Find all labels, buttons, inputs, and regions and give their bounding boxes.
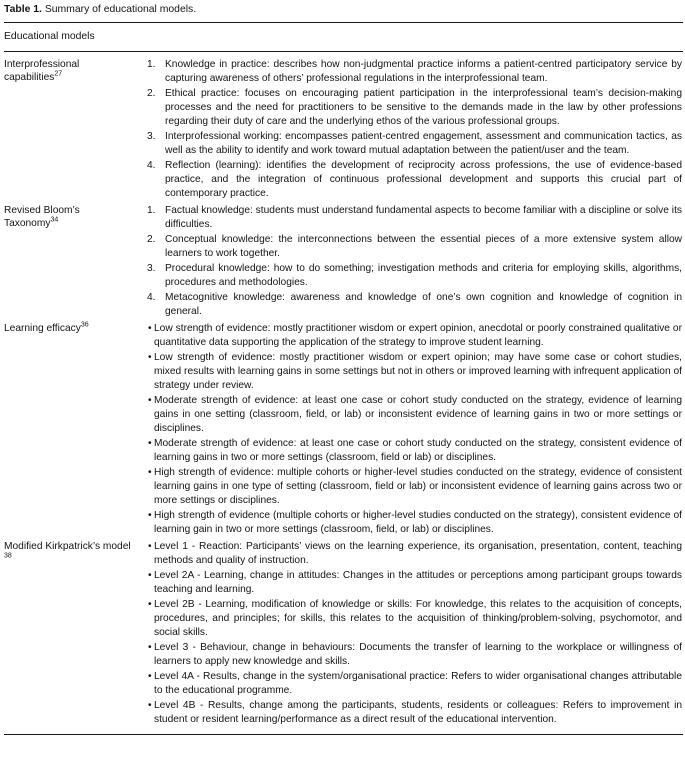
bullet-icon: • bbox=[148, 570, 152, 581]
bullet-icon: • bbox=[148, 438, 152, 449]
bullet-icon: • bbox=[148, 395, 152, 406]
table-body bbox=[4, 52, 683, 734]
item-number: 4. bbox=[147, 160, 156, 171]
list-item bbox=[140, 204, 683, 232]
item-number: 1. bbox=[147, 59, 156, 70]
item-text: Level 1 - Reaction: Participants’ views on the learning experience, its organisation, presentation, content, teaching methods and quality of instruction. bbox=[154, 541, 682, 566]
item-number: 1. bbox=[147, 205, 156, 216]
list-item bbox=[140, 233, 683, 261]
item-number: 4. bbox=[147, 292, 156, 303]
item-text: Knowledge in practice: describes how non-judgmental practice informs a patient-centred participatory service by capturing awareness of others’ professional regulations in the interprofessional team. bbox=[165, 59, 682, 84]
item-text: Moderate strength of evidence: at least one case or cohort study conducted on the strategy, evidence of learning gains in one setting (classroom, field, or lab) or inconsistent evidence of learning gains in two or more settings or disciplines. bbox=[154, 395, 682, 434]
bullet-icon: • bbox=[148, 671, 152, 682]
model-items bbox=[140, 322, 683, 538]
list-item bbox=[140, 322, 683, 350]
list-item bbox=[140, 351, 683, 393]
list-item bbox=[140, 291, 683, 319]
reference-superscript: 38 bbox=[4, 552, 12, 560]
item-text: Ethical practice: focuses on encouraging patient participation in the interprofessional team’s decision-making processes and the need for practitioners to be sensitive to the demands made in the law by other professions regarding their duty of care and the underlying ethos of the various professional groups. bbox=[165, 88, 682, 127]
item-text: Metacognitive knowledge: awareness and knowledge of one’s own cognition and knowledge of cognition in general. bbox=[165, 292, 682, 317]
list-item bbox=[140, 58, 683, 86]
model-name: Revised Bloom’s Taxonomy$^{34}$ bbox=[4, 205, 80, 229]
item-text: Conceptual knowledge: the interconnections between the essential pieces of a more extensive system allow learners to work together. bbox=[165, 234, 682, 259]
list-item bbox=[140, 394, 683, 436]
reference-superscript: 36 bbox=[80, 321, 89, 329]
list-item bbox=[140, 159, 683, 201]
bottom-padding bbox=[4, 735, 683, 740]
item-text: Level 4A - Results, change in the system/organisational practice: Refers to wider organisational changes attributable to the educational programme. bbox=[154, 671, 682, 696]
item-number: 2. bbox=[147, 88, 156, 99]
model-items bbox=[140, 58, 683, 202]
column-header: Educational models bbox=[4, 31, 95, 42]
model-items bbox=[140, 540, 683, 728]
table-row bbox=[4, 322, 683, 538]
bullet-icon: • bbox=[148, 541, 152, 552]
item-text: Level 3 - Behaviour, change in behaviours: Documents the transfer of learning to the workplace or willingness of learners to apply new knowledge and skills. bbox=[154, 642, 682, 667]
table-number: Table 1. bbox=[4, 4, 45, 15]
table-row bbox=[4, 540, 683, 728]
model-items bbox=[140, 204, 683, 320]
list-item bbox=[140, 699, 683, 727]
item-text: Procedural knowledge: how to do something; investigation methods and criteria for employing skills, algorithms, procedures and methodologies. bbox=[165, 263, 682, 288]
item-number: 3. bbox=[147, 131, 156, 142]
list-item bbox=[140, 466, 683, 508]
item-text: Level 2A - Learning, change in attitudes: Changes in the attitudes or perceptions among participant groups towards teaching and learning. bbox=[154, 570, 682, 595]
item-text: Low strength of evidence: mostly practitioner wisdom or expert opinion; may have some case or cohort studies, mixed results with learning gains in some settings but not in others or improved learning with infrequent application of strategy under review. bbox=[154, 352, 682, 391]
list-item bbox=[140, 262, 683, 290]
item-text: High strength of evidence: multiple cohorts or higher-level studies conducted on the strategy, evidence of consistent learning gains in one type of setting (classroom, field or lab) or inconsistent evidence of learning gains across two or more settings or disciplines. bbox=[154, 467, 682, 506]
item-text: Factual knowledge: students must understand fundamental aspects to become familiar with a discipline or solve its difficulties. bbox=[165, 205, 682, 230]
model-name: Modified Kirkpatrick’s model $^{38}$ bbox=[4, 541, 131, 560]
item-number: 2. bbox=[147, 234, 156, 245]
bullet-icon: • bbox=[148, 467, 152, 478]
list-item bbox=[140, 540, 683, 568]
bullet-icon: • bbox=[148, 352, 152, 363]
item-text: Low strength of evidence: mostly practitioner wisdom or expert opinion, anecdotal or poorly constrained qualitative or quantitative data supporting the application of the strategy to improve student learning. bbox=[154, 323, 682, 348]
table-row bbox=[4, 204, 683, 320]
item-number: 3. bbox=[147, 263, 156, 274]
bullet-icon: • bbox=[148, 510, 152, 521]
item-text: Level 2B - Learning, modification of knowledge or skills: For knowledge, this relates to the acquisition of concepts, procedures, and principles; for skills, this relates to the acquisition of thinking/problem-solving, psychomotor, and social skills. bbox=[154, 599, 682, 638]
list-item bbox=[140, 670, 683, 698]
list-item bbox=[140, 437, 683, 465]
list-item bbox=[140, 87, 683, 129]
item-text: Moderate strength of evidence: at least one case or cohort study conducted on the strategy, consistent evidence of learning gains in two or more settings (classroom, field or lab) or disciplines. bbox=[154, 438, 682, 463]
list-item bbox=[140, 509, 683, 537]
table-title bbox=[4, 3, 683, 22]
model-name: Interprofessional capabilities$^{27}$ bbox=[4, 59, 80, 83]
bullet-icon: • bbox=[148, 323, 152, 334]
table-caption: Summary of educational models. bbox=[44, 4, 197, 15]
list-item bbox=[140, 641, 683, 669]
reference-superscript: 27 bbox=[54, 70, 63, 78]
bullet-icon: • bbox=[148, 599, 152, 610]
list-item bbox=[140, 598, 683, 640]
bullet-icon: • bbox=[148, 700, 152, 711]
table-row bbox=[4, 58, 683, 202]
model-name: Learning efficacy$^{36}$ bbox=[4, 321, 89, 334]
item-text: Interprofessional working: encompasses patient-centred engagement, assessment and communication tactics, as well as the ability to identify and work toward mutual adaptation between the patient/user and the team. bbox=[165, 131, 682, 156]
list-item bbox=[140, 130, 683, 158]
reference-superscript: 34 bbox=[50, 216, 59, 224]
bullet-icon: • bbox=[148, 642, 152, 653]
item-text: Level 4B - Results, change among the participants, students, residents or colleagues: Refers to improvement in student or resident learning/performance as a direct result of the educational intervention. bbox=[154, 700, 682, 725]
list-item bbox=[140, 569, 683, 597]
item-text: High strength of evidence (multiple cohorts or higher-level studies conducted on the strategy), consistent evidence of learning gain in two or more settings (classroom, field, or lab) or disciplines. bbox=[154, 510, 682, 535]
item-text: Reflection (learning): identifies the development of reciprocity across professions, the use of evidence-based practice, and the integration of continuous professional development and supports this crucial part of contemporary practice. bbox=[165, 160, 682, 199]
